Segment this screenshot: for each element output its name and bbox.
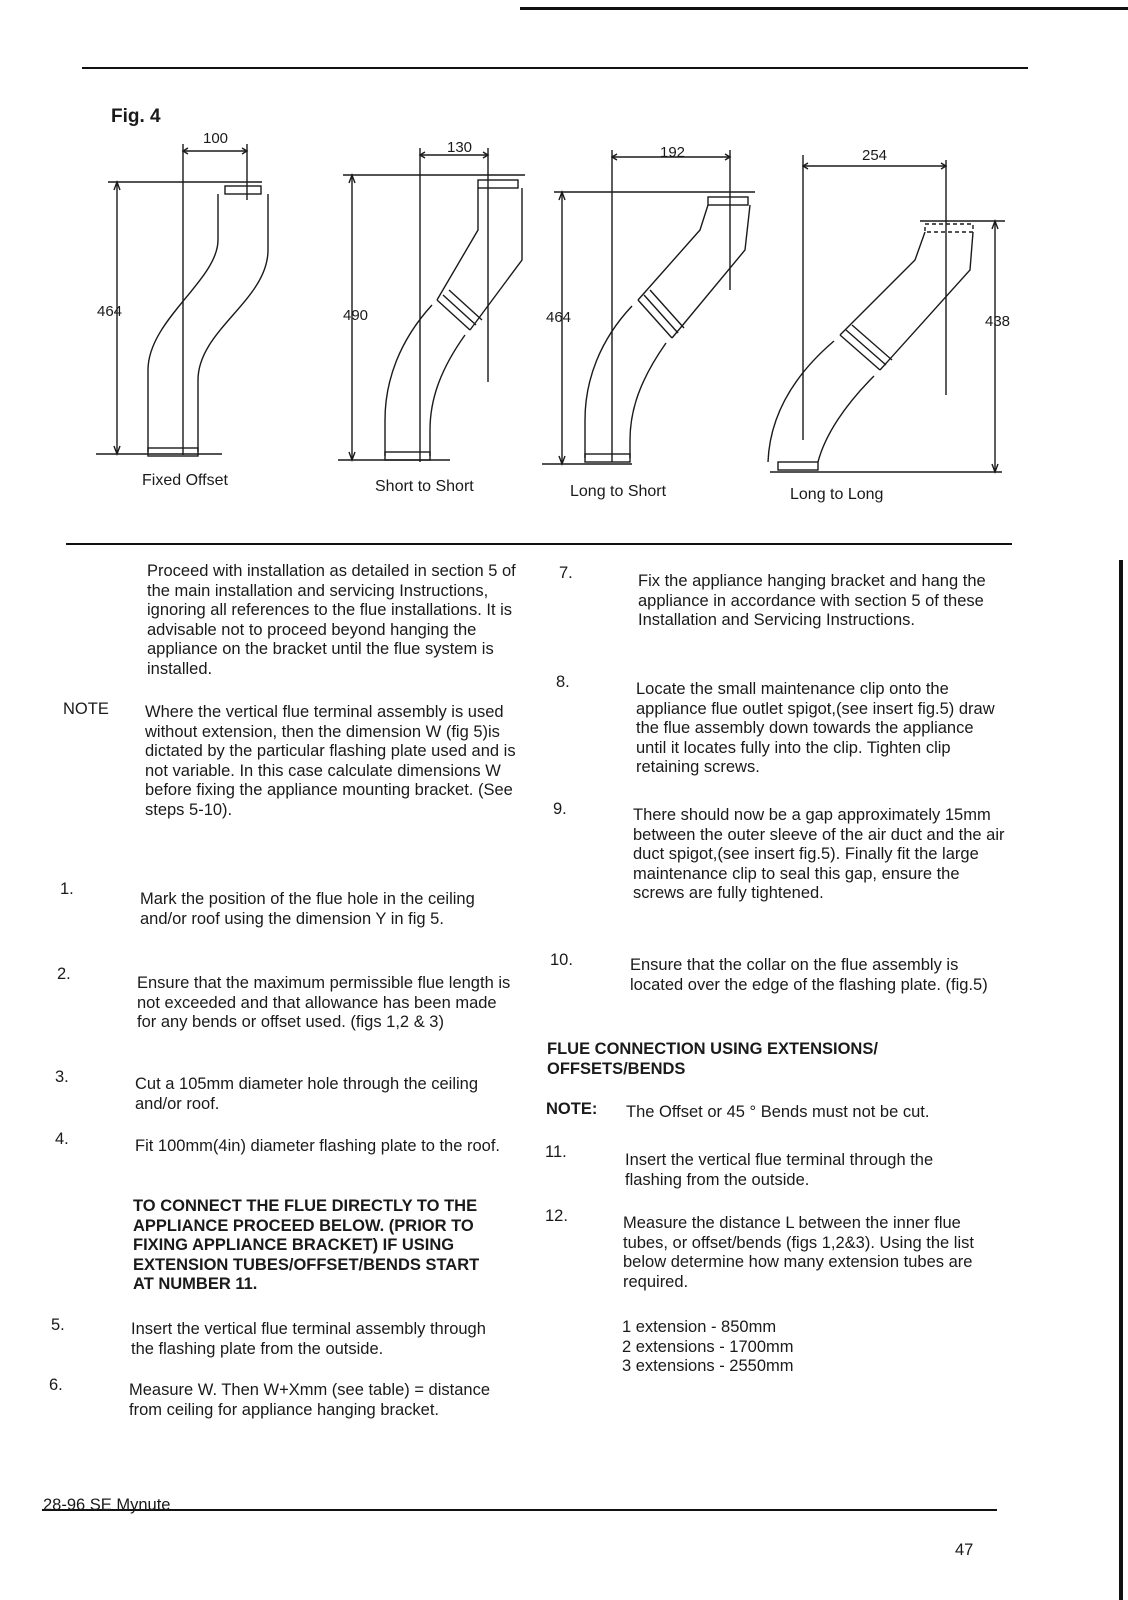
direct-connection-instruction: TO CONNECT THE FLUE DIRECTLY TO THE APPLIANCE PROCEED BELOW. (PRIOR TO FIXING APPLIANCE BRACKET) IF USING EXTENSION TUBES/OFFSET/BENDS START AT NUMBER 11. bbox=[133, 1197, 480, 1293]
step-9-num: 9. bbox=[553, 800, 567, 818]
dim-width-1: 100 bbox=[203, 130, 229, 147]
dim-height-3: 464 bbox=[546, 309, 572, 326]
footer-model: 28-96 SE Mynute bbox=[43, 1496, 171, 1514]
step-10-num: 10. bbox=[550, 951, 573, 969]
note-label: NOTE bbox=[63, 700, 109, 718]
page-number: 47 bbox=[955, 1541, 974, 1559]
diagram-long-to-long bbox=[768, 155, 1005, 472]
step-2-text: Ensure that the maximum permissible flue length is not exceeded and that allowance has been made for any bends or offset used. (figs 1,2 & 3) bbox=[137, 974, 511, 1031]
figure-bottom-rule bbox=[66, 543, 1012, 545]
dim-height-4: 438 bbox=[985, 313, 1011, 330]
diagram-long-to-short bbox=[542, 150, 755, 464]
caption-fixed-offset: Fixed Offset bbox=[142, 472, 228, 489]
extension-list bbox=[622, 1318, 922, 1377]
step-7-num: 7. bbox=[559, 564, 573, 582]
right-edge-bar bbox=[1119, 560, 1123, 1600]
dim-width-2: 130 bbox=[447, 139, 473, 156]
step-1-num: 1. bbox=[60, 880, 74, 898]
figure-label: Fig. 4 bbox=[111, 106, 161, 127]
step-12-text: Measure the distance L between the inner flue tubes, or offset/bends (figs 1,2&3). Using the list below determine how many extension tubes are required. bbox=[623, 1214, 974, 1291]
step-1-text: Mark the position of the flue hole in the ceiling and/or roof using the dimension Y in fig 5. bbox=[140, 890, 475, 928]
offset-note-label: NOTE: bbox=[546, 1100, 598, 1118]
caption-short-to-short: Short to Short bbox=[375, 478, 474, 495]
step-4-num: 4. bbox=[55, 1130, 69, 1148]
step-3-text: Cut a 105mm diameter hole through the ceiling and/or roof. bbox=[135, 1075, 479, 1113]
dim-height-1: 464 bbox=[97, 303, 123, 320]
diagram-fixed-offset bbox=[96, 144, 268, 456]
step-4-text: Fit 100mm(4in) diameter flashing plate to the roof. bbox=[135, 1137, 501, 1155]
flue-offset-diagrams bbox=[0, 0, 1128, 520]
dim-height-2: 490 bbox=[343, 307, 369, 324]
step-9-text: There should now be a gap approximately 15mm between the outer sleeve of the air duct and the air duct spigot,(see insert fig.5). Finally fit the large maintenance clip to seal this gap, ensure the screws are fully tightened. bbox=[633, 806, 1005, 902]
dim-width-3: 192 bbox=[660, 144, 686, 161]
step-11-num: 11. bbox=[545, 1143, 567, 1161]
step-6-text: Measure W. Then W+Xmm (see table) = distance from ceiling for appliance hanging bracket. bbox=[129, 1381, 491, 1419]
extension-item: 3 extensions - 2550mm bbox=[622, 1357, 794, 1375]
step-8-text: Locate the small maintenance clip onto the appliance flue outlet spigot,(see insert fig.5) draw the flue assembly down towards the appliance until it locates fully into the clip. Tighten clip retaining screws. bbox=[636, 680, 995, 776]
step-12-num: 12. bbox=[545, 1207, 568, 1225]
caption-long-to-short: Long to Short bbox=[570, 483, 667, 500]
intro-paragraph: Proceed with installation as detailed in section 5 of the main installation and servicing Instructions, ignoring all references to the flue installations. It is advisable not to proceed beyond hanging the appliance on the bracket until the flue system is installed. bbox=[147, 562, 516, 678]
step-11-text: Insert the vertical flue terminal through the flashing from the outside. bbox=[625, 1151, 934, 1189]
footer-rule bbox=[42, 1509, 997, 1511]
dim-width-4: 254 bbox=[862, 147, 888, 164]
extensions-heading: FLUE CONNECTION USING EXTENSIONS/ OFFSETS/BENDS bbox=[547, 1040, 878, 1078]
step-5-num: 5. bbox=[51, 1316, 65, 1334]
offset-note-text: The Offset or 45 ° Bends must not be cut. bbox=[626, 1103, 930, 1121]
step-5-text: Insert the vertical flue terminal assembly through the flashing plate from the outside. bbox=[131, 1320, 486, 1358]
step-8-num: 8. bbox=[556, 673, 570, 691]
step-6-num: 6. bbox=[49, 1376, 63, 1394]
diagram-short-to-short bbox=[338, 148, 525, 462]
extension-item: 2 extensions - 1700mm bbox=[622, 1337, 794, 1356]
step-7-text: Fix the appliance hanging bracket and hang the appliance in accordance with section 5 of these Installation and Servicing Instructions. bbox=[638, 572, 986, 629]
caption-long-to-long: Long to Long bbox=[790, 486, 884, 503]
step-10-text: Ensure that the collar on the flue assembly is located over the edge of the flashing plate. (fig.5) bbox=[630, 956, 988, 994]
step-3-num: 3. bbox=[55, 1068, 69, 1086]
extension-item: 1 extension - 850mm bbox=[622, 1318, 777, 1336]
note-text: Where the vertical flue terminal assembly is used without extension, then the dimension W (fig 5)is dictated by the particular flashing plate used and is not variable. In this case calculate dimensions W before fixing the appliance mounting bracket. (See steps 5-10). bbox=[145, 703, 516, 819]
step-2-num: 2. bbox=[57, 965, 71, 983]
